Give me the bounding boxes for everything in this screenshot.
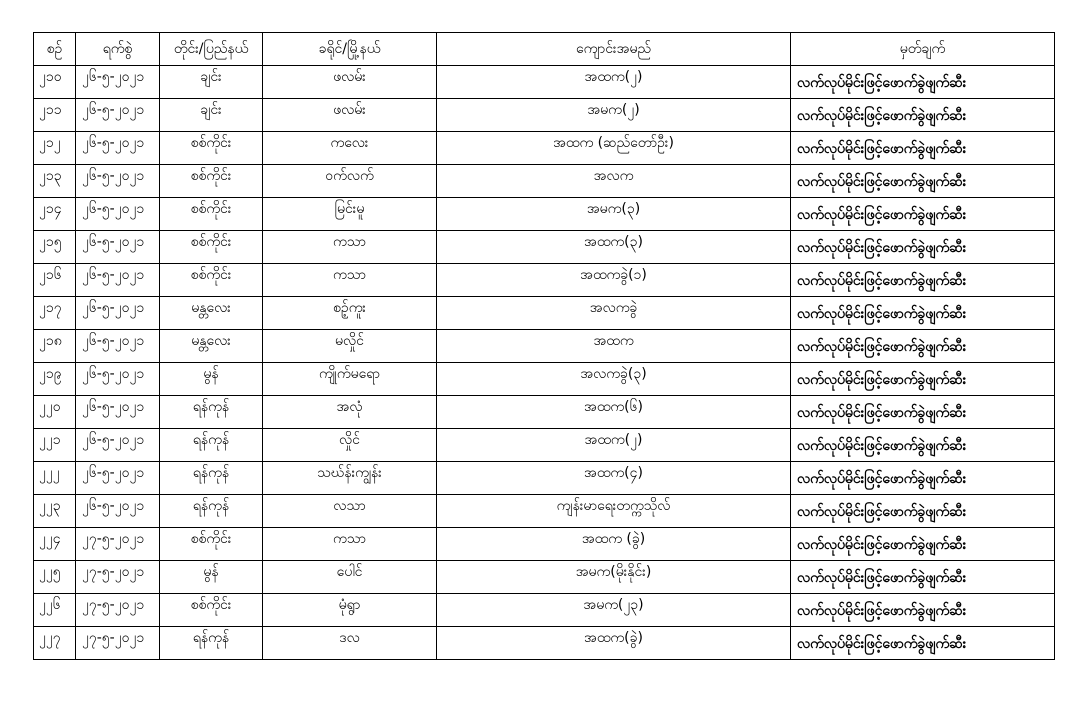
cell-school: အလက [437,165,791,198]
table-row [34,495,1055,528]
cell-township: လသာ [263,495,437,528]
cell-township: လှိုင် [263,429,437,462]
cell-region: ရန်ကုန် [160,429,263,462]
cell-remark: လက်လုပ်မိုင်းဖြင့်ဖောက်ခွဲဖျက်ဆီး [791,429,1055,462]
cell-school: အထက(ခွဲ) [437,627,791,660]
cell-date: ၂၇-၅-၂၀၂၁ [76,594,160,627]
cell-township: ဖလမ်း [263,99,437,132]
cell-remark: လက်လုပ်မိုင်းဖြင့်ဖောက်ခွဲဖျက်ဆီး [791,297,1055,330]
cell-remark: လက်လုပ်မိုင်းဖြင့်ဖောက်ခွဲဖျက်ဆီး [791,396,1055,429]
cell-region: မန္တလေး [160,297,263,330]
cell-region: ရန်ကုန် [160,627,263,660]
cell-region: စစ်ကိုင်း [160,231,263,264]
cell-no: ၂၁၄ [34,198,76,231]
cell-remark: လက်လုပ်မိုင်းဖြင့်ဖောက်ခွဲဖျက်ဆီး [791,495,1055,528]
cell-region: မွန် [160,363,263,396]
cell-date: ၂၆-၅-၂၀၂၁ [76,264,160,297]
cell-no: ၂၂၁ [34,429,76,462]
cell-no: ၂၁၈ [34,330,76,363]
cell-date: ၂၆-၅-၂၀၂၁ [76,165,160,198]
cell-school: အထက(၂) [437,66,791,99]
cell-date: ၂၆-၅-၂၀၂၁ [76,363,160,396]
cell-remark: လက်လုပ်မိုင်းဖြင့်ဖောက်ခွဲဖျက်ဆီး [791,561,1055,594]
cell-no: ၂၁၁ [34,99,76,132]
table-row [34,132,1055,165]
header-township: ခရိုင်/မြို့နယ် [263,33,437,66]
cell-region: စစ်ကိုင်း [160,528,263,561]
cell-township: ဝက်လက် [263,165,437,198]
cell-date: ၂၆-၅-၂၀၂၁ [76,231,160,264]
table-row [34,429,1055,462]
cell-date: ၂၇-၅-၂၀၂၁ [76,561,160,594]
cell-school: အမက(မိုးနိုင်း) [437,561,791,594]
cell-township: မုံရွာ [263,594,437,627]
cell-date: ၂၆-၅-၂၀၂၁ [76,132,160,165]
cell-school: အထက (ဆည်တော်ဦး) [437,132,791,165]
table-row [34,330,1055,363]
cell-school: အမက(၂) [437,99,791,132]
table-row [34,561,1055,594]
cell-no: ၂၁၇ [34,297,76,330]
cell-remark: လက်လုပ်မိုင်းဖြင့်ဖောက်ခွဲဖျက်ဆီး [791,231,1055,264]
cell-no: ၂၂၇ [34,627,76,660]
cell-date: ၂၆-၅-၂၀၂၁ [76,330,160,363]
cell-school: အထက (ခွဲ) [437,528,791,561]
cell-no: ၂၂၂ [34,462,76,495]
cell-school: အထက(၃) [437,231,791,264]
table-row [34,363,1055,396]
cell-township: ကသာ [263,528,437,561]
cell-remark: လက်လုပ်မိုင်းဖြင့်ဖောက်ခွဲဖျက်ဆီး [791,627,1055,660]
cell-no: ၂၁၃ [34,165,76,198]
cell-remark: လက်လုပ်မိုင်းဖြင့်ဖောက်ခွဲဖျက်ဆီး [791,132,1055,165]
cell-school: အထက [437,330,791,363]
cell-school: အထက(၆) [437,396,791,429]
cell-no: ၂၁၂ [34,132,76,165]
cell-region: ချင်း [160,66,263,99]
cell-school: ကျန်းမာရေးတက္ကသိုလ် [437,495,791,528]
header-remark: မှတ်ချက် [791,33,1055,66]
table-row [34,99,1055,132]
table-row [34,528,1055,561]
header-school: ကျောင်းအမည် [437,33,791,66]
cell-township: ဒလ [263,627,437,660]
cell-no: ၂၁၆ [34,264,76,297]
cell-no: ၂၂၆ [34,594,76,627]
cell-township: စဉ့်ကူး [263,297,437,330]
cell-township: ဖလမ်း [263,66,437,99]
cell-date: ၂၇-၅-၂၀၂၁ [76,528,160,561]
cell-township: မလှိုင် [263,330,437,363]
cell-remark: လက်လုပ်မိုင်းဖြင့်ဖောက်ခွဲဖျက်ဆီး [791,528,1055,561]
cell-school: အလကခွဲ [437,297,791,330]
table-row [34,165,1055,198]
cell-remark: လက်လုပ်မိုင်းဖြင့်ဖောက်ခွဲဖျက်ဆီး [791,264,1055,297]
cell-no: ၂၂၄ [34,528,76,561]
cell-region: စစ်ကိုင်း [160,594,263,627]
table-row [34,198,1055,231]
cell-remark: လက်လုပ်မိုင်းဖြင့်ဖောက်ခွဲဖျက်ဆီး [791,99,1055,132]
cell-region: ရန်ကုန် [160,462,263,495]
header-date: ရက်စွဲ [76,33,160,66]
cell-school: အလကခွဲ(၃) [437,363,791,396]
cell-region: ရန်ကုန် [160,396,263,429]
cell-no: ၂၂၅ [34,561,76,594]
cell-township: ကျိုက်မရော [263,363,437,396]
cell-township: ပေါင် [263,561,437,594]
cell-date: ၂၆-၅-၂၀၂၁ [76,297,160,330]
table-row [34,627,1055,660]
cell-no: ၂၁၉ [34,363,76,396]
cell-date: ၂၆-၅-၂၀၂၁ [76,396,160,429]
cell-remark: လက်လုပ်မိုင်းဖြင့်ဖောက်ခွဲဖျက်ဆီး [791,462,1055,495]
header-region: တိုင်း/ပြည်နယ် [160,33,263,66]
cell-school: အထကခွဲ(၁) [437,264,791,297]
cell-school: အထက(၄) [437,462,791,495]
table-row [34,396,1055,429]
cell-school: အထက(၂) [437,429,791,462]
cell-school: အမက(၂၃) [437,594,791,627]
cell-remark: လက်လုပ်မိုင်းဖြင့်ဖောက်ခွဲဖျက်ဆီး [791,198,1055,231]
table-row [34,231,1055,264]
incident-table-sheet [33,32,1054,660]
table-row [34,594,1055,627]
cell-no: ၂၁၀ [34,66,76,99]
cell-township: သဃ်န်းကျွန်း [263,462,437,495]
table-row [34,297,1055,330]
cell-no: ၂၁၅ [34,231,76,264]
incident-table [33,32,1055,660]
cell-region: စစ်ကိုင်း [160,132,263,165]
cell-township: မြင်းမူ [263,198,437,231]
header-no: စဉ် [34,33,76,66]
cell-remark: လက်လုပ်မိုင်းဖြင့်ဖောက်ခွဲဖျက်ဆီး [791,66,1055,99]
cell-date: ၂၇-၅-၂၀၂၁ [76,627,160,660]
cell-date: ၂၆-၅-၂၀၂၁ [76,99,160,132]
cell-region: စစ်ကိုင်း [160,165,263,198]
cell-date: ၂၆-၅-၂၀၂၁ [76,198,160,231]
cell-region: မွန် [160,561,263,594]
cell-township: ကသာ [263,264,437,297]
table-body [34,66,1055,660]
cell-region: မန္တလေး [160,330,263,363]
cell-township: ကသာ [263,231,437,264]
cell-remark: လက်လုပ်မိုင်းဖြင့်ဖောက်ခွဲဖျက်ဆီး [791,363,1055,396]
cell-school: အမက(၃) [437,198,791,231]
cell-remark: လက်လုပ်မိုင်းဖြင့်ဖောက်ခွဲဖျက်ဆီး [791,165,1055,198]
cell-region: ချင်း [160,99,263,132]
table-row [34,66,1055,99]
cell-date: ၂၆-၅-၂၀၂၁ [76,66,160,99]
cell-remark: လက်လုပ်မိုင်းဖြင့်ဖောက်ခွဲဖျက်ဆီး [791,594,1055,627]
cell-date: ၂၆-၅-၂၀၂၁ [76,462,160,495]
cell-remark: လက်လုပ်မိုင်းဖြင့်ဖောက်ခွဲဖျက်ဆီး [791,330,1055,363]
cell-township: အလုံ [263,396,437,429]
table-row [34,264,1055,297]
cell-no: ၂၂၀ [34,396,76,429]
cell-region: ရန်ကုန် [160,495,263,528]
cell-township: ကလေး [263,132,437,165]
cell-region: စစ်ကိုင်း [160,264,263,297]
table-row [34,462,1055,495]
cell-date: ၂၆-၅-၂၀၂၁ [76,495,160,528]
table-header-row [34,33,1055,66]
cell-date: ၂၆-၅-၂၀၂၁ [76,429,160,462]
cell-no: ၂၂၃ [34,495,76,528]
cell-region: စစ်ကိုင်း [160,198,263,231]
